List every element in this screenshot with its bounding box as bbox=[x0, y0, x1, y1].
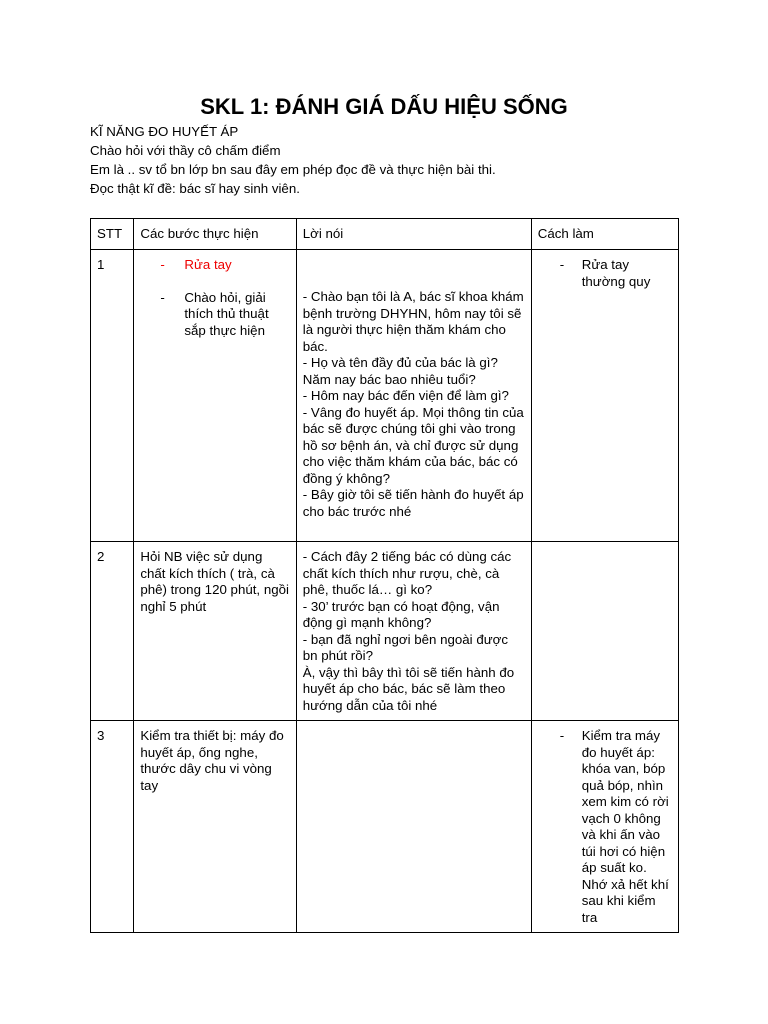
intro-block bbox=[90, 122, 496, 198]
intro-line: Đọc thật kĩ đề: bác sĩ hay sinh viên. bbox=[90, 181, 300, 196]
document-title: SKL 1: ĐÁNH GIÁ DẤU HIỆU SỐNG bbox=[200, 94, 568, 119]
intro-line: Em là .. sv tổ bn lớp bn sau đây em phép đọc đề và thực hiện bài thi. bbox=[90, 162, 496, 177]
steps-cell: Kiểm tra thiết bị: máy đo huyết áp, ống nghe, thước dây chu vi vòng tay bbox=[134, 721, 296, 933]
speech-cell bbox=[296, 250, 531, 542]
speech-line: - Vâng đo huyết áp. Mọi thông tin của bác sẽ được chúng tôi ghi vào trong hồ sơ bệnh án, và chỉ được sử dụng cho việc thăm khám của bác, bác có đồng ý không? bbox=[302, 404, 524, 486]
table-row bbox=[91, 250, 679, 542]
speech-line: - Chào bạn tôi là A, bác sĩ khoa khám bệnh trường DHYHN, hôm nay tôi sẽ là người thực hiện thăm khám cho bác. bbox=[302, 289, 524, 354]
intro-line: Chào hỏi với thầy cô chấm điểm bbox=[90, 143, 281, 158]
speech-line: - bạn đã nghỉ ngơi bên ngoài được bn phút rồi? bbox=[302, 631, 508, 663]
table-header-row bbox=[91, 219, 679, 250]
method-item: - Kiểm tra máy đo huyết áp: khóa van, bóp quả bóp, nhìn xem kim có rời vạch 0 không và khi ấn vào túi hơi có hiện áp suất ko. Nhớ xả hết khí sau khi kiểm tra bbox=[559, 728, 669, 925]
steps-cell bbox=[134, 250, 296, 542]
header-method: Cách làm bbox=[531, 219, 678, 250]
header-steps: Các bước thực hiện bbox=[134, 219, 296, 250]
header-stt: STT bbox=[91, 219, 134, 250]
speech-line: - Họ và tên đầy đủ của bác là gì? Năm nay bác bao nhiêu tuổi? bbox=[302, 355, 498, 387]
speech-cell bbox=[296, 721, 531, 933]
procedure-table bbox=[90, 218, 679, 933]
step-item: - Chào hỏi, giải thích thủ thuật sắp thực hiện bbox=[160, 289, 269, 338]
stt-cell: 3 bbox=[91, 721, 134, 933]
speech-line: - Hôm nay bác đến viện để làm gì? bbox=[302, 388, 509, 403]
table-row bbox=[91, 721, 679, 933]
method-cell bbox=[531, 250, 678, 542]
skill-heading: KĨ NĂNG ĐO HUYẾT ÁP bbox=[90, 124, 239, 139]
speech-line: - Cách đây 2 tiếng bác có dùng các chất kích thích như rượu, chè, cà phê, thuốc lá… gì ko? bbox=[302, 549, 512, 597]
speech-line: - 30’ trước bạn có hoạt động, vận động gì mạnh không? bbox=[302, 598, 500, 630]
stt-cell: 2 bbox=[91, 542, 134, 721]
header-speech: Lời nói bbox=[296, 219, 531, 250]
method-item: - Rửa tay thường quy bbox=[559, 257, 651, 289]
speech-line: - Bây giờ tôi sẽ tiến hành đo huyết áp cho bác trước nhé bbox=[302, 487, 524, 519]
speech-cell bbox=[296, 542, 531, 721]
method-cell bbox=[531, 542, 678, 721]
stt-cell: 1 bbox=[91, 250, 134, 542]
speech-line: À, vậy thì bây thì tôi sẽ tiến hành đo huyết áp cho bác, bác sẽ làm theo hướng dẫn của tôi nhé bbox=[302, 664, 515, 713]
method-cell bbox=[531, 721, 678, 933]
table-row bbox=[91, 542, 679, 721]
step-item: - Rửa tay bbox=[160, 257, 232, 272]
steps-cell: Hỏi NB việc sử dụng chất kích thích ( trà, cà phê) trong 120 phút, ngồi nghỉ 5 phút bbox=[134, 542, 296, 721]
